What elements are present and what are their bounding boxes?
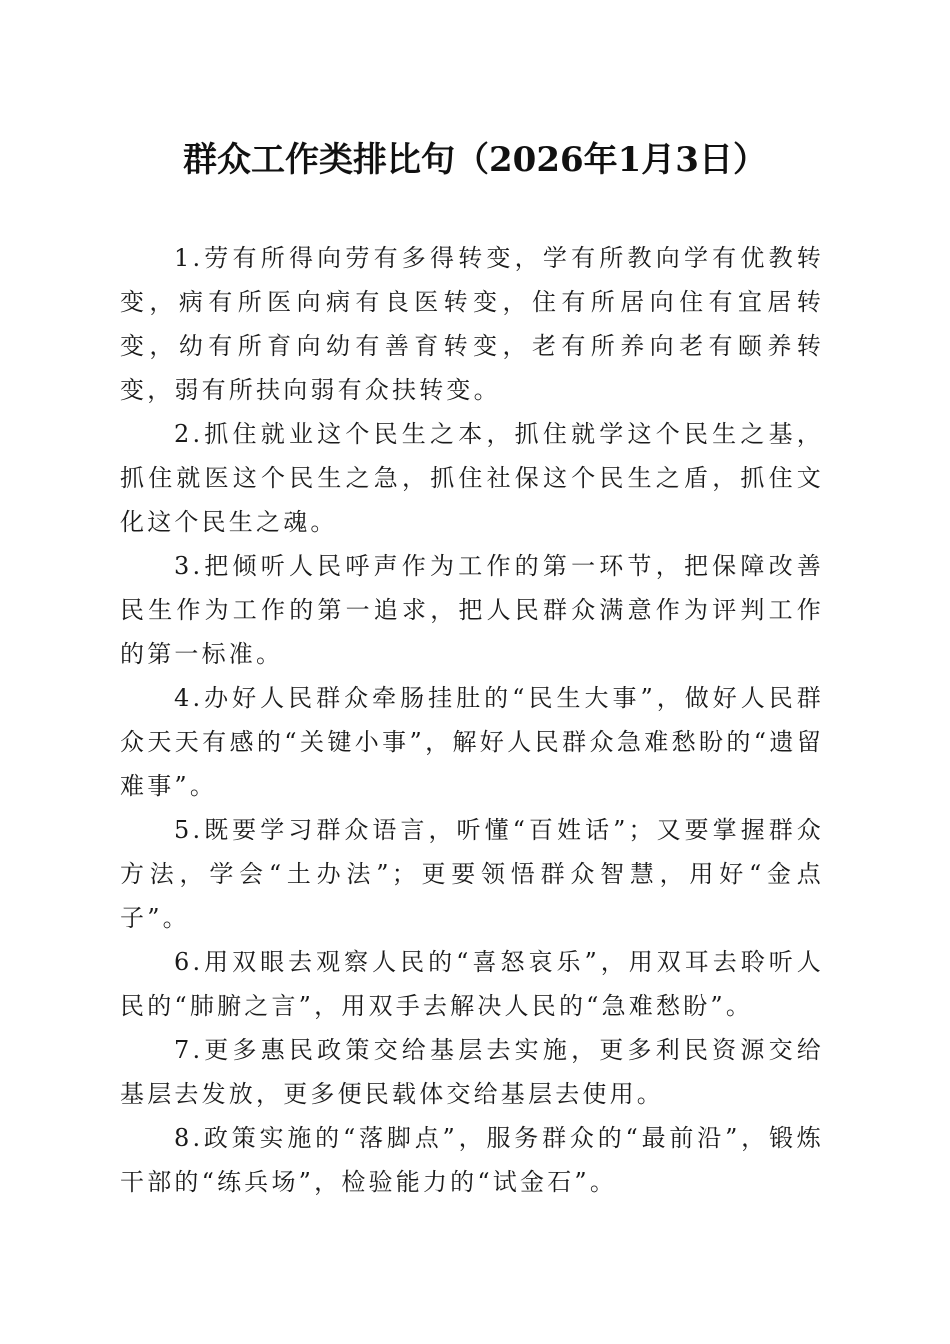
paragraph-2: 2.抓住就业这个民生之本，抓住就学这个民生之基，抓住就医这个民生之急，抓住社保这个民生之盾，抓住文化这个民生之魂。 bbox=[120, 420, 824, 536]
document-body bbox=[120, 236, 824, 1204]
paragraph-6: 6.用双眼去观察人民的“喜怒哀乐”，用双耳去聆听人民的“肺腑之言”，用双手去解决人民的“急难愁盼”。 bbox=[120, 948, 824, 1020]
paragraph-8: 8.政策实施的“落脚点”，服务群众的“最前沿”，锻炼干部的“练兵场”，检验能力的“试金石”。 bbox=[120, 1124, 824, 1196]
paragraph-4: 4.办好人民群众牵肠挂肚的“民生大事”，做好人民群众天天有感的“关键小事”，解好人民群众急难愁盼的“遗留难事”。 bbox=[120, 684, 824, 800]
paragraph-1: 1.劳有所得向劳有多得转变，学有所教向学有优教转变，病有所医向病有良医转变，住有所居向住有宜居转变，幼有所育向幼有善育转变，老有所养向老有颐养转变，弱有所扶向弱有众扶转变。 bbox=[120, 244, 824, 404]
paragraph-3: 3.把倾听人民呼声作为工作的第一环节，把保障改善民生作为工作的第一追求，把人民群众满意作为评判工作的第一标准。 bbox=[120, 552, 824, 668]
document-title: 群众工作类排比句（2026年1月3日） bbox=[183, 140, 767, 180]
paragraph-5: 5.既要学习群众语言，听懂“百姓话”；又要掌握群众方法，学会“土办法”；更要领悟群众智慧，用好“金点子”。 bbox=[120, 816, 824, 932]
paragraph-7: 7.更多惠民政策交给基层去实施，更多利民资源交给基层去发放，更多便民载体交给基层去使用。 bbox=[120, 1036, 824, 1108]
